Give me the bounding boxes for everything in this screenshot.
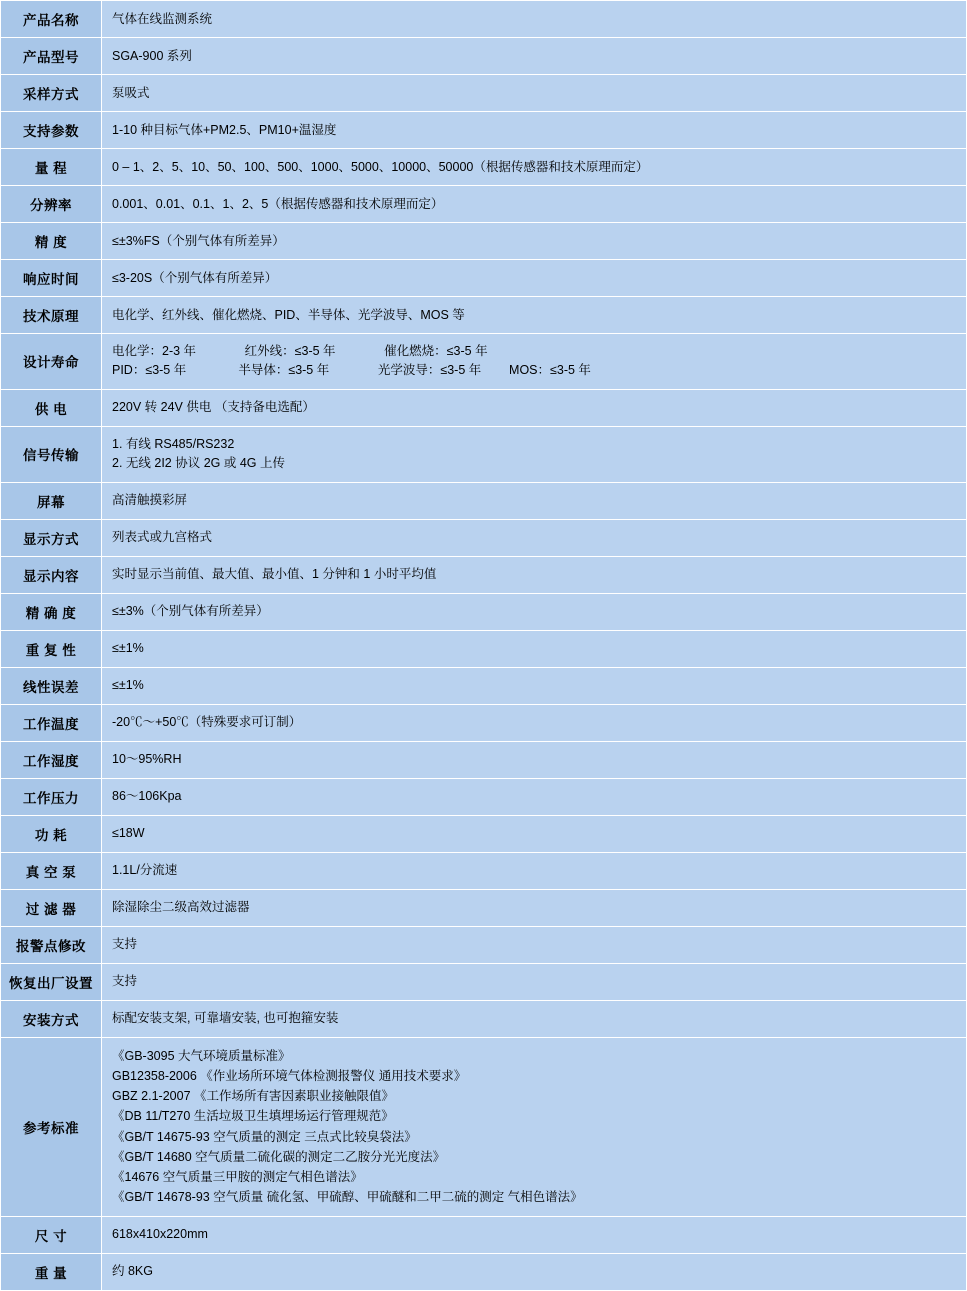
spec-value: 高清触摸彩屏	[102, 482, 967, 519]
table-row	[1, 334, 967, 390]
spec-value: 支持	[102, 926, 967, 963]
spec-value: 除湿除尘二级高效过滤器	[102, 889, 967, 926]
spec-value: 86～106Kpa	[102, 778, 967, 815]
spec-value: 0 – 1、2、5、10、50、100、500、1000、5000、10000、50000（根据传感器和技术原理而定）	[102, 149, 967, 186]
table-row	[1, 630, 967, 667]
table-row	[1, 1, 967, 38]
spec-label: 工作压力	[1, 778, 102, 815]
spec-label: 尺 寸	[1, 1216, 102, 1253]
spec-value: -20℃～+50℃（特殊要求可订制）	[102, 704, 967, 741]
table-row	[1, 778, 967, 815]
spec-label: 响应时间	[1, 260, 102, 297]
spec-value: 列表式或九宫格式	[102, 519, 967, 556]
table-row	[1, 815, 967, 852]
spec-value: 618x410x220mm	[102, 1216, 967, 1253]
spec-label: 精 度	[1, 223, 102, 260]
spec-label: 分辨率	[1, 186, 102, 223]
spec-label: 报警点修改	[1, 926, 102, 963]
table-row	[1, 260, 967, 297]
table-row	[1, 149, 967, 186]
spec-value-line: 《GB/T 14678-93 空气质量 硫化氢、甲硫醇、甲硫醚和二甲二硫的测定 气相色谱法》	[112, 1190, 583, 1205]
spec-value: 标配安装支架, 可靠墙安装, 也可抱箍安装	[102, 1000, 967, 1037]
spec-value: ≤±1%	[102, 630, 967, 667]
spec-value-line: GBZ 2.1-2007 《工作场所有害因素职业接触限值》	[112, 1089, 394, 1103]
spec-value: 实时显示当前值、最大值、最小值、1 分钟和 1 小时平均值	[102, 556, 967, 593]
spec-label: 线性误差	[1, 667, 102, 704]
spec-label: 恢复出厂设置	[1, 963, 102, 1000]
table-row	[1, 593, 967, 630]
spec-value: 1.1L/分流速	[102, 852, 967, 889]
spec-value-line: 《DB 11/T270 生活垃圾卫生填埋场运行管理规范》	[112, 1109, 394, 1124]
table-row	[1, 482, 967, 519]
table-row	[1, 1037, 967, 1216]
spec-value	[102, 1037, 967, 1216]
spec-value: ≤±3%FS（个别气体有所差异）	[102, 223, 967, 260]
spec-value-line: 《GB-3095 大气环境质量标准》	[112, 1048, 291, 1063]
table-row	[1, 389, 967, 426]
spec-value: ≤3-20S（个别气体有所差异）	[102, 260, 967, 297]
spec-value: 泵吸式	[102, 75, 967, 112]
spec-label: 屏幕	[1, 482, 102, 519]
table-row	[1, 963, 967, 1000]
spec-label: 重 复 性	[1, 630, 102, 667]
spec-label: 显示方式	[1, 519, 102, 556]
spec-label: 重 量	[1, 1253, 102, 1290]
spec-label: 产品名称	[1, 1, 102, 38]
spec-value: 220V 转 24V 供电 （支持备电选配）	[102, 389, 967, 426]
spec-value-line: PID：≤3-5 年 半导体：≤3-5 年 光学波导：≤3-5 年 MOS：≤3-5 年	[112, 363, 591, 378]
spec-value: 1-10 种目标气体+PM2.5、PM10+温湿度	[102, 112, 967, 149]
table-row	[1, 889, 967, 926]
spec-value-line: 2. 无线 2I2 协议 2G 或 4G 上传	[112, 456, 285, 471]
table-row	[1, 556, 967, 593]
spec-label: 量 程	[1, 149, 102, 186]
spec-value: ≤18W	[102, 815, 967, 852]
spec-label: 功 耗	[1, 815, 102, 852]
table-row	[1, 38, 967, 75]
table-row	[1, 704, 967, 741]
spec-label: 信号传输	[1, 426, 102, 482]
spec-value: 约 8KG	[102, 1253, 967, 1290]
spec-value-line: 电化学：2-3 年 红外线：≤3-5 年 催化燃烧：≤3-5 年	[112, 344, 488, 358]
spec-value: SGA-900 系列	[102, 38, 967, 75]
spec-value: ≤±3%（个别气体有所差异）	[102, 593, 967, 630]
table-row	[1, 1216, 967, 1253]
spec-label: 显示内容	[1, 556, 102, 593]
spec-table-body	[1, 1, 967, 1291]
spec-value: 气体在线监测系统	[102, 1, 967, 38]
spec-value-line: GB12358-2006 《作业场所环境气体检测报警仪 通用技术要求》	[112, 1068, 467, 1083]
spec-label: 工作温度	[1, 704, 102, 741]
table-row	[1, 1000, 967, 1037]
table-row	[1, 519, 967, 556]
spec-label: 支持参数	[1, 112, 102, 149]
spec-label: 真 空 泵	[1, 852, 102, 889]
spec-value	[102, 426, 967, 482]
spec-value: ≤±1%	[102, 667, 967, 704]
spec-value: 10～95%RH	[102, 741, 967, 778]
table-row	[1, 852, 967, 889]
table-row	[1, 75, 967, 112]
table-row	[1, 297, 967, 334]
spec-label: 参考标准	[1, 1037, 102, 1216]
spec-value	[102, 334, 967, 390]
spec-value: 支持	[102, 963, 967, 1000]
table-row	[1, 112, 967, 149]
table-row	[1, 426, 967, 482]
spec-label: 精 确 度	[1, 593, 102, 630]
table-row	[1, 667, 967, 704]
spec-label: 供 电	[1, 389, 102, 426]
spec-label: 过 滤 器	[1, 889, 102, 926]
spec-value: 电化学、红外线、催化燃烧、PID、半导体、光学波导、MOS 等	[102, 297, 967, 334]
table-row	[1, 926, 967, 963]
spec-label: 产品型号	[1, 38, 102, 75]
spec-label: 工作湿度	[1, 741, 102, 778]
spec-value-line: 《GB/T 14680 空气质量二硫化碳的测定二乙胺分光光度法》	[112, 1149, 446, 1164]
spec-value-line: 《GB/T 14675-93 空气质量的测定 三点式比较臭袋法》	[112, 1129, 417, 1144]
spec-label: 采样方式	[1, 75, 102, 112]
table-row	[1, 1253, 967, 1290]
spec-label: 设计寿命	[1, 334, 102, 390]
table-row	[1, 223, 967, 260]
spec-value: 0.001、0.01、0.1、1、2、5（根据传感器和技术原理而定）	[102, 186, 967, 223]
table-row	[1, 186, 967, 223]
table-row	[1, 741, 967, 778]
spec-label: 安装方式	[1, 1000, 102, 1037]
spec-value-line: 《14676 空气质量三甲胺的测定气相色谱法》	[112, 1170, 363, 1184]
spec-label: 技术原理	[1, 297, 102, 334]
spec-value-line: 1. 有线 RS485/RS232	[112, 436, 235, 451]
